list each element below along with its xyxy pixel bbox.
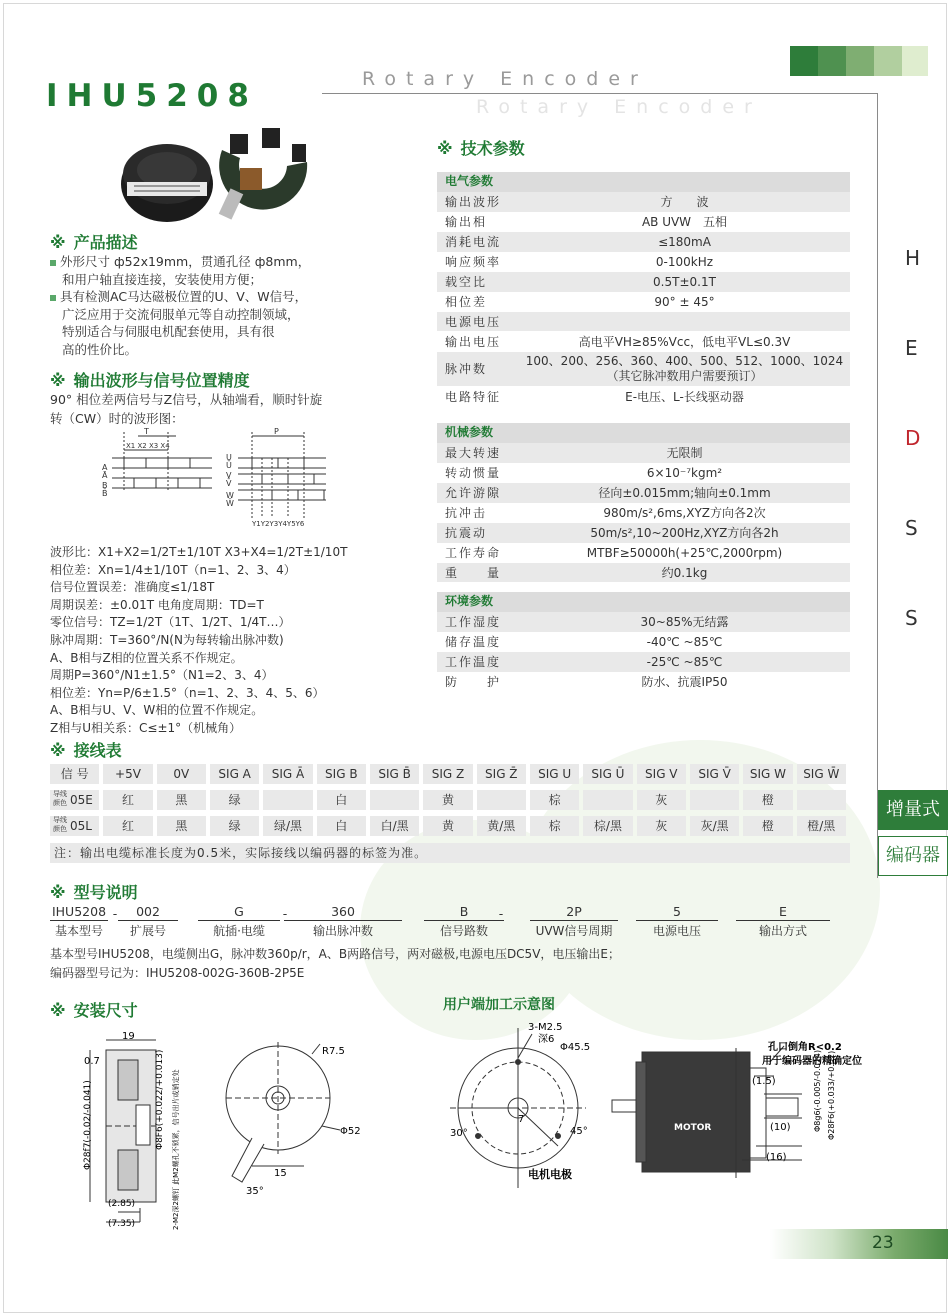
ref-mark: ※ — [50, 371, 66, 390]
wiring-table — [50, 764, 850, 842]
wiring-cell: 绿 — [210, 790, 259, 810]
wave-label-P: P — [274, 428, 279, 436]
user-section-title: 用户端加工示意图 — [443, 997, 555, 1013]
dim-label: 19 — [122, 1031, 135, 1042]
wiring-cell: 白/黑 — [370, 816, 419, 836]
wave-label-y: Y1Y2Y3Y4Y5Y6 — [252, 520, 305, 528]
spec-value: 30~85%无结露 — [640, 615, 729, 630]
dim-label: 孔口倒角R<0.2 — [768, 1042, 842, 1053]
spec-row — [437, 386, 850, 406]
product-photo — [112, 122, 322, 230]
header-subtitle: Rotary Encoder — [362, 68, 648, 90]
wiring-header-cell: SIG A — [210, 764, 259, 784]
header-subtitle-shadow: Rotary Encoder — [476, 96, 762, 118]
wiring-cell: 黑 — [157, 790, 206, 810]
spec-row — [437, 523, 850, 543]
desc-line: 外形尺寸 ф52x19mm，贯通孔径 ф8mm， — [60, 254, 311, 269]
wave-label-x: X1 X2 X3 X4 — [126, 442, 170, 450]
wiring-header-row — [50, 764, 850, 784]
dim-label: (1.5) — [752, 1076, 776, 1087]
wiring-header-cell: SIG W̄ — [797, 764, 846, 784]
wiring-cell — [797, 790, 846, 810]
dim-label: (16) — [766, 1152, 787, 1163]
dim-label: Φ28F6(+0.033/+0.02) — [827, 1050, 836, 1140]
wiring-row-label — [50, 816, 99, 836]
model-code-underline — [284, 920, 402, 921]
model-code-label: 电源电压 — [652, 924, 701, 938]
user-end-side-drawing — [606, 1018, 874, 1188]
side-view-drawing — [78, 1030, 198, 1230]
wave-spec-line: A、B相与Z相的位置关系不作规定。 — [50, 650, 243, 665]
wiring-cell: 白 — [317, 790, 366, 810]
spec-row — [437, 212, 850, 232]
model-code-underline — [424, 920, 504, 921]
desc-line: 广泛应用于交流伺服单元等自动控制领域， — [62, 306, 300, 322]
wave-label: W — [226, 491, 234, 500]
model-desc-line: 基本型号IHU5208，电缆侧出G，脉冲数360p/r，A、B两路信号，两对磁极,电源电压DC5V，电压输出E； — [50, 947, 620, 961]
dim-label: Φ52 — [340, 1126, 361, 1137]
dim-label: 0.7 — [84, 1056, 100, 1067]
side-letter-s[interactable]: S — [905, 516, 918, 540]
spec-group-title: 环境参数 — [437, 592, 850, 612]
wave-intro — [50, 390, 322, 428]
spec-row — [437, 563, 850, 583]
model-code-value: B — [459, 904, 469, 919]
spec-value: 0.5T±0.1T — [653, 274, 716, 289]
section-title-text: 产品描述 — [73, 233, 138, 252]
dim-label: R7.5 — [322, 1046, 345, 1057]
model-code-label: 输出方式 — [758, 924, 807, 938]
wiring-cell: 黄 — [423, 790, 472, 810]
desc-line: 具有检测AC马达磁极位置的U、V、W信号， — [60, 289, 308, 304]
spec-value: 高电平VH≥85%Vcc，低电平VL≤0.3V — [578, 335, 791, 350]
dim-label: 深6 — [538, 1034, 555, 1045]
wave-spec-line: 波形比：X1+X2=1/2T±1/10T X3+X4=1/2T±1/10T — [50, 545, 348, 559]
spec-value: E-电压、L-长线驱动器 — [625, 389, 744, 404]
wiring-row — [50, 816, 850, 836]
dim-label: (2.85) — [108, 1199, 136, 1209]
wave-label: Ū — [226, 461, 232, 470]
model-code-label: 航插·电缆 — [213, 924, 265, 938]
section-title-text: 安装尺寸 — [73, 1001, 138, 1020]
wiring-cell — [263, 790, 312, 810]
wave-spec-line: Z相与U相关系：C≤±1°（机械角） — [50, 720, 242, 735]
spec-row — [437, 252, 850, 272]
model-desc-line: 编码器型号记为：IHU5208-002G-360B-2P5E — [50, 966, 305, 980]
wiring-cell: 灰/黑 — [690, 816, 739, 836]
wiring-cell: 灰 — [637, 816, 686, 836]
spec-row — [437, 503, 850, 523]
model-code-value: IHU5208 — [51, 904, 107, 919]
wiring-cell: 棕 — [530, 816, 579, 836]
model-desc — [50, 945, 620, 983]
wiring-cell — [690, 790, 739, 810]
spec-row — [437, 232, 850, 252]
header-color-block — [790, 46, 818, 76]
wiring-cell: 绿 — [210, 816, 259, 836]
wiring-cell: 棕/黑 — [583, 816, 632, 836]
model-code-value: E — [779, 904, 787, 919]
spec-key: 最大转速 — [445, 446, 502, 461]
spec-value: -40℃ ~85℃ — [646, 634, 723, 649]
wave-spec-line: 周期P=360°/N1±1.5°（N1=2、3、4） — [50, 668, 274, 683]
wave-label: V̄ — [226, 479, 232, 488]
dim-label: 15 — [274, 1168, 287, 1179]
section-title-text: 型号说明 — [73, 883, 138, 902]
spec-group-title: 电气参数 — [437, 172, 850, 192]
dim-label: (10) — [770, 1122, 791, 1133]
wiring-cell: 橙 — [743, 816, 792, 836]
dim-label: 35° — [246, 1186, 264, 1197]
wiring-note: 注：输出电缆标准长度为0.5米，实际接线以编码器的标签为准。 — [50, 843, 850, 863]
model-code-underline — [198, 920, 280, 921]
spec-value: 无限制 — [666, 446, 703, 461]
dim-label: (7.35) — [108, 1219, 136, 1229]
ref-mark: ※ — [50, 741, 66, 760]
wiring-cell — [477, 790, 526, 810]
wiring-row — [50, 790, 850, 810]
spec-value: 径向±0.015mm;轴向±0.1mm — [598, 486, 771, 501]
side-tab-encoder[interactable]: 编码器 — [878, 836, 948, 876]
spec-row — [437, 292, 850, 312]
page-number: 23 — [872, 1233, 894, 1253]
wave-label: U — [226, 453, 232, 462]
section-title-text: 技术参数 — [460, 139, 525, 158]
spec-row — [437, 272, 850, 292]
wiring-header-cell: SIG Ā — [263, 764, 312, 784]
desc-line: 高的性价比。 — [62, 341, 138, 357]
wiring-tag: 导线颜色 — [53, 790, 67, 807]
wave-intro-line: 转（CW）时的波形图： — [50, 411, 184, 426]
wave-label: A — [102, 463, 108, 472]
ref-mark: ※ — [50, 1001, 66, 1020]
front-view-drawing — [212, 1036, 382, 1206]
spec-value: 980m/s²,6ms,XYZ方向各2次 — [603, 506, 766, 521]
model-code-underline — [530, 920, 618, 921]
model-code-label: 输出脉冲数 — [312, 924, 373, 938]
section-title-tech — [437, 136, 525, 159]
model-code-underline — [736, 920, 830, 921]
wiring-header-cell: SIG U — [530, 764, 579, 784]
wave-spec-line: 周期误差：±0.01T 电角度周期：TD=T — [50, 597, 264, 612]
dim-label: 7 — [518, 1114, 525, 1125]
spec-key: 防 护 — [445, 675, 502, 690]
model-code-dash: - — [112, 906, 118, 921]
wave-spec-line: 相位差：Xn=1/4±1/10T（n=1、2、3、4） — [50, 562, 296, 577]
wiring-code: 05E — [70, 793, 93, 807]
wiring-cell: 灰 — [637, 790, 686, 810]
spec-key: 响应频率 — [445, 255, 502, 270]
spec-row — [437, 672, 850, 692]
wave-spec-line: 零位信号：TZ=1/2T（1T、1/2T、1/4T…） — [50, 615, 291, 630]
model-code-label: 信号路数 — [439, 924, 488, 938]
spec-key: 转动惯量 — [445, 466, 502, 481]
spec-value: 方 波 — [660, 195, 709, 210]
spec-value: 6×10⁻⁷kgm² — [646, 465, 723, 480]
wiring-cell: 黑 — [157, 816, 206, 836]
model-code-label: 扩展号 — [129, 924, 166, 938]
spec-key: 重 量 — [445, 566, 502, 581]
section-title-install — [50, 998, 138, 1021]
waveform-diagram — [98, 428, 338, 528]
spec-key: 脉冲数 — [445, 362, 488, 377]
side-letter-d-active[interactable]: D — [905, 426, 921, 450]
spec-value: 约0.1kg — [661, 566, 708, 581]
dim-label: 用于编码器的精确定位 — [762, 1056, 862, 1067]
wiring-header-cell: SIG V̄ — [690, 764, 739, 784]
dim-label: 2-M2深2螺钉 此M2螺孔不锁紧，信号出片或销定处 — [172, 1069, 180, 1230]
model-code-underline — [636, 920, 718, 921]
side-tab-incremental[interactable]: 增量式 — [878, 790, 948, 830]
dim-label: 电机电极 — [528, 1168, 572, 1181]
wiring-cell: 绿/黑 — [263, 816, 312, 836]
spec-row — [437, 443, 850, 463]
model-code-value: 2P — [566, 904, 582, 919]
spec-key: 输出相 — [445, 215, 488, 230]
model-code-value: G — [234, 904, 244, 919]
bullet-icon — [50, 260, 56, 266]
header-color-block — [846, 46, 874, 76]
section-title-wiring — [50, 738, 122, 761]
model-code-dash: - — [282, 906, 288, 921]
header-color-block — [874, 46, 902, 76]
spec-row — [437, 352, 850, 386]
wave-label: B — [102, 481, 108, 490]
motor-label: MOTOR — [674, 1123, 712, 1133]
section-title-wave — [50, 368, 250, 391]
desc-line: 和用户轴直接连接，安装使用方便； — [62, 271, 263, 287]
model-code-label: 基本型号 — [54, 924, 103, 938]
spec-value: MTBF≥50000h(+25℃,2000rpm) — [586, 545, 783, 560]
wiring-header-cell: SIG Z — [423, 764, 472, 784]
wiring-header-cell: SIG V — [637, 764, 686, 784]
header-color-block — [902, 46, 928, 76]
wiring-cell: 棕 — [530, 790, 579, 810]
wave-label: B̄ — [102, 489, 108, 498]
dim-label: 3-M2.5 — [528, 1022, 563, 1033]
model-code-value: 5 — [673, 904, 681, 919]
header-rule — [322, 93, 878, 94]
section-title-text: 接线表 — [73, 741, 122, 760]
spec-key: 电路特征 — [445, 389, 502, 404]
wave-label: Ā — [102, 471, 108, 480]
wiring-header-cell: SIG B — [317, 764, 366, 784]
wiring-cell: 红 — [103, 790, 152, 810]
section-title-model — [50, 880, 138, 903]
section-title-text: 输出波形与信号位置精度 — [73, 371, 250, 390]
spec-key: 储存温度 — [445, 635, 502, 650]
spec-value: 0-100kHz — [655, 254, 714, 269]
wiring-cell — [370, 790, 419, 810]
wiring-header-cell: 信 号 — [50, 764, 99, 784]
product-model: IHU5208 — [46, 78, 258, 114]
dim-label: 45° — [570, 1126, 588, 1137]
spec-key: 工作寿命 — [445, 546, 502, 561]
wiring-header-cell: SIG W — [743, 764, 792, 784]
spec-row — [437, 192, 850, 212]
spec-key: 消耗电流 — [445, 235, 502, 250]
wiring-cell: 橙/黑 — [797, 816, 846, 836]
side-letter-h[interactable]: H — [905, 246, 921, 270]
spec-key: 相位差 — [445, 295, 488, 310]
spec-row — [437, 612, 850, 632]
spec-value: -25℃ ~85℃ — [646, 654, 723, 669]
spec-row — [437, 543, 850, 563]
model-code-value: 360 — [331, 904, 355, 919]
model-code-value: 002 — [136, 904, 160, 919]
wiring-cell: 白 — [317, 816, 366, 836]
dim-label: Φ45.5 — [560, 1042, 591, 1053]
wiring-header-cell: SIG Ū — [583, 764, 632, 784]
spec-value: 100、200、256、360、400、500、512、1000、1024（其它脉冲数用户需要预订） — [525, 353, 844, 383]
page-number-bar — [770, 1229, 948, 1259]
spec-key: 电源电压 — [445, 315, 502, 330]
spec-value: AB UVW 五相 — [641, 215, 728, 230]
wave-label: W̄ — [226, 499, 234, 508]
spec-row — [437, 652, 850, 672]
dim-label: Φ8g6(-0.005/-0.014) — [813, 1049, 822, 1132]
wiring-cell: 橙 — [743, 790, 792, 810]
wiring-header-cell: +5V — [103, 764, 152, 784]
wave-specs — [50, 544, 347, 738]
desc-text — [50, 253, 310, 358]
ref-mark: ※ — [50, 883, 66, 902]
spec-row — [437, 463, 850, 483]
spec-group — [437, 423, 850, 583]
user-end-front-drawing — [440, 1018, 620, 1188]
model-code-underline — [118, 920, 178, 921]
wave-spec-line: 相位差：Yn=P/6±1.5°（n=1、2、3、4、5、6） — [50, 685, 325, 700]
spec-key: 工作温度 — [445, 655, 502, 670]
spec-key: 输出电压 — [445, 335, 502, 350]
bullet-icon — [50, 295, 56, 301]
spec-key: 输出波形 — [445, 195, 502, 210]
wave-label-T: T — [144, 428, 149, 436]
wiring-code: 05L — [70, 819, 92, 833]
spec-value: 防水、抗震IP50 — [641, 675, 728, 690]
spec-row — [437, 312, 850, 332]
side-letter-e[interactable]: E — [905, 336, 918, 360]
wiring-header-cell: SIG B̄ — [370, 764, 419, 784]
dim-label: Φ8F6(+0.022/+0.013) — [155, 1049, 165, 1150]
spec-value: 90° ± 45° — [654, 294, 715, 309]
spec-group-title: 机械参数 — [437, 423, 850, 443]
wiring-header-cell: SIG Z̄ — [477, 764, 526, 784]
spec-key: 工作湿度 — [445, 615, 502, 630]
spec-row — [437, 632, 850, 652]
dim-label: Φ28f7(-0.02/-0.041) — [83, 1080, 93, 1170]
dim-label: 30° — [450, 1128, 468, 1139]
wiring-cell: 红 — [103, 816, 152, 836]
wave-label: V — [226, 471, 232, 480]
section-title-desc — [50, 230, 138, 253]
header-color-block — [818, 46, 846, 76]
wave-spec-line: 信号位置误差：准确度≤1/18T — [50, 580, 215, 595]
wiring-cell: 黄/黑 — [477, 816, 526, 836]
model-code-dash: - — [498, 906, 504, 921]
ref-mark: ※ — [437, 139, 453, 158]
side-letter-s[interactable]: S — [905, 606, 918, 630]
model-code-label: UVW信号周期 — [535, 924, 613, 938]
model-code-underline — [50, 920, 108, 921]
spec-row — [437, 483, 850, 503]
spec-key: 抗冲击 — [445, 506, 488, 521]
spec-key: 载空比 — [445, 275, 488, 290]
desc-line: 特别适合与伺服电机配套使用，具有很 — [62, 324, 275, 339]
wave-spec-line: 脉冲周期：T=360°/N(N为每转输出脉冲数) — [50, 632, 284, 647]
wiring-cell: 黄 — [423, 816, 472, 836]
spec-row — [437, 332, 850, 352]
wiring-tag: 导线颜色 — [53, 816, 67, 833]
wiring-row-label — [50, 790, 99, 810]
side-rule — [877, 93, 878, 878]
spec-value: ≤180mA — [658, 234, 711, 249]
spec-key: 允许游隙 — [445, 486, 502, 501]
wiring-header-cell: 0V — [157, 764, 206, 784]
wave-spec-line: A、B相与U、V、W相的位置不作规定。 — [50, 703, 264, 718]
spec-group — [437, 172, 850, 406]
ref-mark: ※ — [50, 233, 66, 252]
spec-group — [437, 592, 850, 692]
wiring-cell — [583, 790, 632, 810]
wave-intro-line: 90° 相位差两信号与Z信号，从轴端看，顺时针旋 — [50, 392, 323, 407]
spec-key: 抗震动 — [445, 526, 488, 541]
spec-value: 50m/s²,10~200Hz,XYZ方向各2h — [590, 526, 779, 541]
